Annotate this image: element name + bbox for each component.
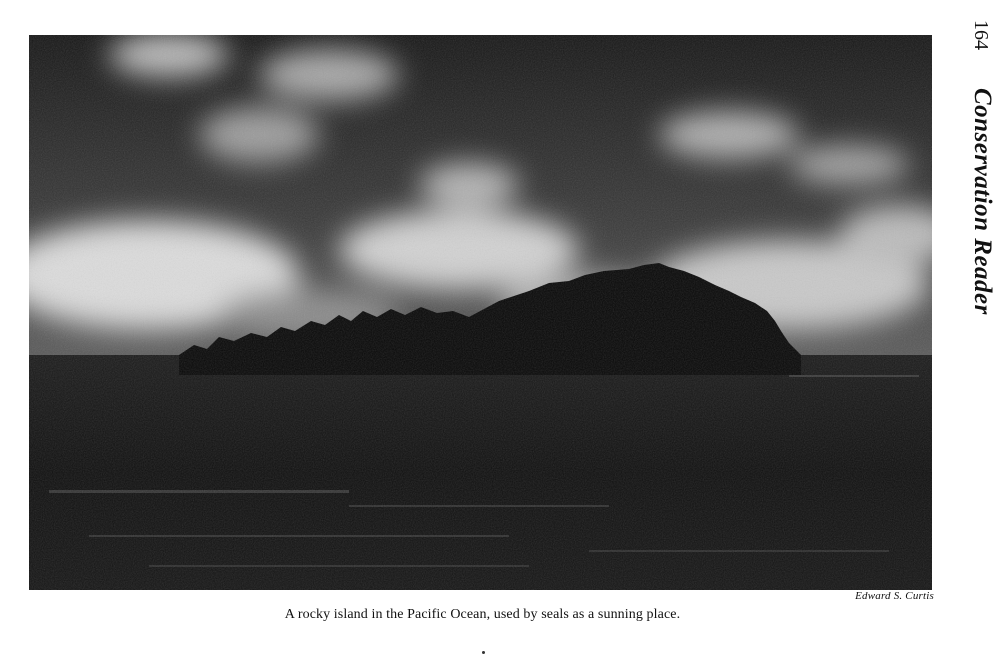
photo-credit: Edward S. Curtis xyxy=(855,590,934,602)
running-head: Conservation Reader xyxy=(969,88,996,315)
rocky-island-photo xyxy=(29,35,932,590)
figure-photo xyxy=(29,35,932,590)
print-speck xyxy=(482,651,485,654)
figure-caption: A rocky island in the Pacific Ocean, used by seals as a sunning place. xyxy=(284,607,681,622)
page-header xyxy=(944,20,996,450)
page-number: 164 xyxy=(970,20,992,50)
